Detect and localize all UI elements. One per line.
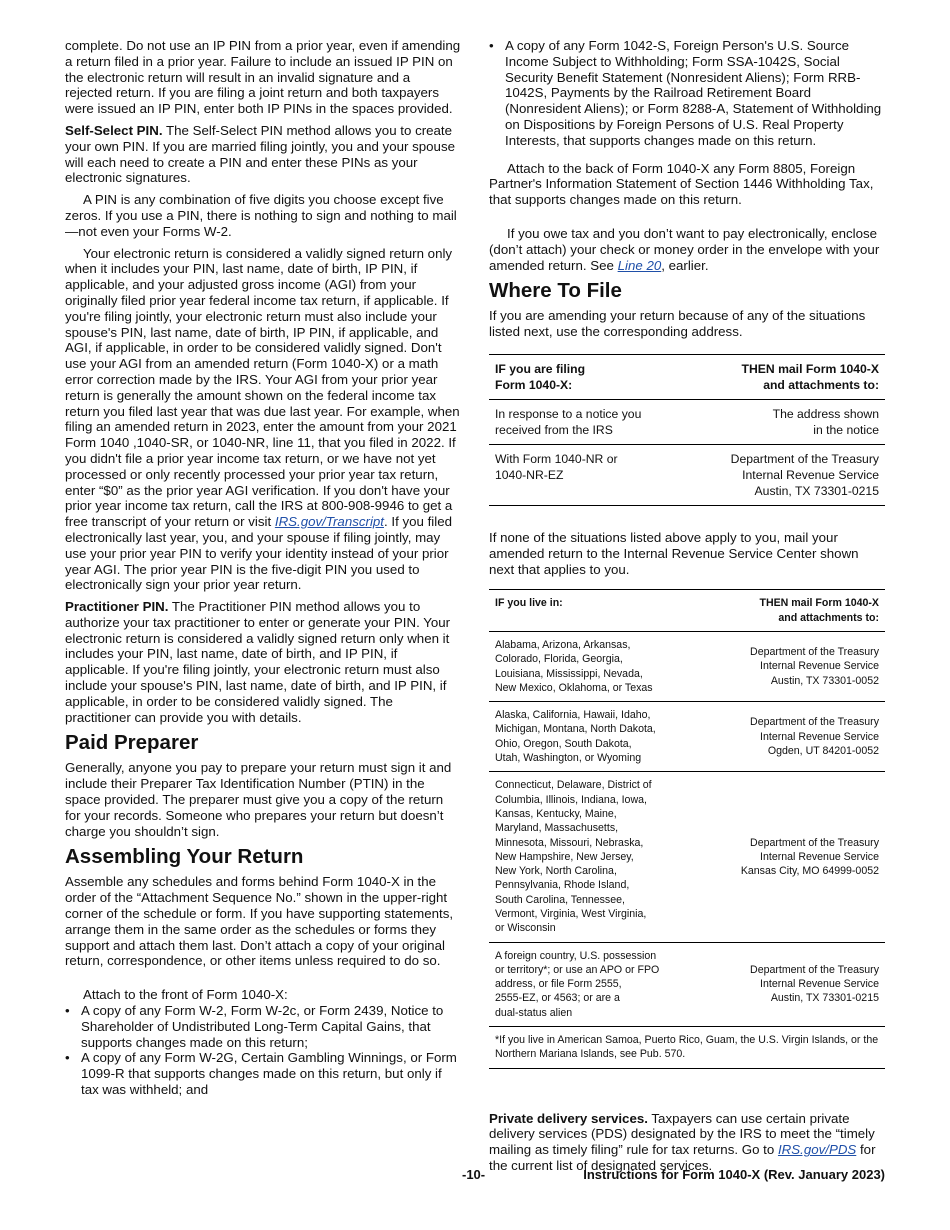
where-to-file-heading: Where To File [489,279,622,303]
practitioner-pin-paragraph [65,599,461,725]
table-row [489,399,885,444]
cell-line: Minnesota, Missouri, Nebraska, [495,836,644,849]
filing-situation-table [489,354,885,506]
cell-line: Ohio, Oregon, South Dakota, [495,737,632,750]
document-title: Instructions for Form 1040-X (Rev. January 2023) [583,1167,885,1182]
states-cell [489,942,702,1026]
cell-line: New York, North Carolina, [495,865,617,878]
header-if-cell: IF you live in: [489,590,702,632]
cell-line: South Carolina, Tennessee, [495,893,625,906]
situation-cell [489,399,686,444]
cell-line: Department of the Treasury [730,451,879,466]
bullet-1042s-text: A copy of any Form 1042-S, Foreign Person's U.S. Source Income Subject to Withholding; Form SSA-1042S, Social Security Benefit Statement (Nonresident Aliens); Form RRB-1042S, Payments by the Railroad Retirement Board (Nonresident Aliens); or Form 8288-A, Statement of Withholding on Dispositions by Foreign Persons of U.S. Real Property Interests, that supports changes made on this return. [505,38,882,148]
header-then-line: THEN mail Form 1040-X [759,597,879,610]
bullet-w2-text: A copy of any Form W-2, Form W-2c, or Form 2439, Notice to Shareholder of Undistributed Long-Term Capital Gains, that supports changes made on this return; [81,1003,444,1050]
cell-line: Internal Revenue Service [760,730,879,743]
cell-line: Internal Revenue Service [760,850,879,863]
paid-preparer-heading: Paid Preparer [65,731,199,755]
table-row [489,444,885,505]
cell-line: 1040-NR-EZ [495,467,564,482]
cell-line: In response to a notice you [495,406,642,421]
right-column [489,38,885,1180]
practitioner-pin-text: The Practitioner PIN method allows you to authorize your tax practitioner to enter or generate your PIN. Your electronic return is considered a validly signed return only when it includes your PIN, last name, date of birth, and IP PIN, if applicable. If you're filing jointly, your electronic return must also include your spouse's PIN, last name, date of birth, and IP PIN, if applicable, in order to be considered validly signed. The practitioner can provide you with details. [65,599,451,725]
valid-signature-text-b: . If you filed electronically last year, you, and your spouse if filing jointly, may use your prior year PIN to verify your identity instead of your prior year AGI. The prior year PIN is the five-digit PIN you used to electronically sign your prior year return. [65,514,452,593]
situation-cell [489,444,686,505]
self-select-pin-paragraph [65,123,461,186]
cell-line: Michigan, Montana, North Dakota, [495,723,656,736]
table-row [489,942,885,1026]
bullet-dot: • [489,38,494,53]
cell-line: or territory*; or use an APO or FPO [495,963,660,976]
private-delivery-paragraph [489,1111,885,1174]
cell-line: Internal Revenue Service [760,660,879,673]
territory-footnote: *If you live in American Samoa, Puerto Rico, Guam, the U.S. Virgin Islands, or the Northern Mariana Islands, see Pub. 570. [489,1027,885,1069]
states-cell [489,702,702,772]
cell-line: Internal Revenue Service [760,978,879,991]
residence-table [489,589,885,1068]
states-cell [489,631,702,701]
private-delivery-lead: Private delivery services. [489,1110,648,1126]
bullet-dot: • [65,1050,70,1066]
address-cell [686,399,885,444]
header-then-cell [702,590,885,632]
none-apply-paragraph: If none of the situations listed above apply to you, mail your amended return to the Internal Revenue Service Center shown next that applies to you. [489,529,859,577]
cell-line: With Form 1040-NR or [495,451,618,466]
valid-signature-paragraph [65,246,461,594]
attach-back-paragraph: Attach to the back of Form 1040-X any Form 8805, Foreign Partner's Information Statement of Section 1446 Withholding Tax, that supports changes made on this return. [489,160,874,208]
header-then-line: and attachments to: [763,377,879,392]
cell-line: Louisiana, Mississippi, Nevada, [495,667,643,680]
header-then-line: and attachments to: [778,611,879,624]
header-then-line: THEN mail Form 1040-X [741,361,879,376]
cell-line: 2555-EZ, or 4563; or are a [495,992,620,1005]
cell-line: Colorado, Florida, Georgia, [495,653,623,666]
irs-pds-link[interactable]: IRS.gov/PDS [777,1142,857,1158]
cell-line: Kansas City, MO 64999-0052 [740,865,879,878]
owe-tax-text-a: If you owe tax and you don’t want to pay electronically, enclose (don’t attach) your check or money order in the envelope with your amended return. See [489,225,880,273]
private-delivery-text-a: Taxpayers can use certain private delivery services (PDS) designated by the IRS to meet the “timely mailing as timely filing” rule for tax returns. Go to [489,1110,875,1158]
table-header-row [489,354,885,399]
cell-line: Utah, Washington, or Wyoming [495,752,642,765]
cell-line: Austin, TX 73301-0215 [770,992,879,1005]
cell-line: Department of the Treasury [750,836,879,849]
cell-line: Ogden, UT 84201-0052 [767,744,879,757]
where-to-file-intro: If you are amending your return because of any of the situations listed next, use the corresponding address. [489,308,866,340]
self-select-pin-lead: Self-Select PIN. [65,122,163,138]
cell-line: New Mexico, Oklahoma, or Texas [495,681,653,694]
address-cell [702,631,885,701]
states-cell [489,772,702,942]
address-cell [686,444,885,505]
paid-preparer-paragraph: Generally, anyone you pay to prepare your return must sign it and include their Preparer Tax Identification Number (PTIN) in the space provided. The preparer must give you a copy of the return for your records. Someone who prepares your return but doesn’t charge you shouldn’t sign. [65,760,452,839]
bullet-w2 [65,1003,461,1050]
table-row [489,631,885,701]
cell-line: Department of the Treasury [750,716,879,729]
self-select-pin-text: The Self-Select PIN method allows you to create your own PIN. If you are married filing jointly, you and your spouse will each need to create a PIN and enter these PINs as your electronic signatures. [65,122,455,186]
header-if-cell [489,354,686,399]
line-20-link[interactable]: Line 20 [617,257,662,273]
footnote-row [489,1027,885,1069]
owe-tax-paragraph [489,226,885,273]
cell-line: Department of the Treasury [750,963,879,976]
cell-line: New Hampshire, New Jersey, [495,850,634,863]
ip-pin-paragraph: complete. Do not use an IP PIN from a prior year, even if amending a return filed in a prior year. Failure to include an issued IP PIN on the electronic return will result in an invalid signature and a rejected return. If you are filing a joint return and both taxpayers were issued an IP PIN, enter both IP PINs in the spaces provided. [65,38,461,117]
cell-line: Austin, TX 73301-0215 [754,483,879,498]
bullet-w2g [65,1050,461,1097]
owe-tax-text-b: , earlier. [661,257,709,273]
cell-line: or Wisconsin [495,922,556,935]
table-row [489,772,885,942]
cell-line: Columbia, Illinois, Indiana, Iowa, [495,793,647,806]
address-cell [702,702,885,772]
private-delivery-text-b: for the current list of designated services. [489,1142,876,1174]
assembling-paragraph: Assemble any schedules and forms behind Form 1040-X in the order of the “Attachment Sequence No.” shown in the upper-right corner of the schedule or form. If you have supporting statements, arrange them in the same order as the schedules or forms they support and attach them last. Don’t attach a copy of your original return, correspondence, or other items unless required to do so. [65,874,454,969]
cell-line: Department of the Treasury [750,646,879,659]
table-header-row [489,590,885,632]
cell-line: A foreign country, U.S. possession [495,949,657,962]
cell-line: in the notice [813,422,879,437]
cell-line: Pennsylvania, Rhode Island, [495,879,630,892]
cell-line: Maryland, Massachusetts, [495,822,619,835]
page-number: -10- [462,1167,486,1182]
left-column [65,38,461,1098]
cell-line: Alaska, California, Hawaii, Idaho, [495,709,651,722]
assembling-heading: Assembling Your Return [65,845,304,869]
bullet-w2g-text: A copy of any Form W-2G, Certain Gambling Winnings, or Form 1099-R that supports changes made on this return, but only if tax was withheld; and [81,1050,457,1098]
irs-transcript-link[interactable]: IRS.gov/Transcript [274,514,384,530]
pin-combination-paragraph: A PIN is any combination of five digits you choose except five zeros. If you use a PIN, there is nothing to sign and nothing to mail—not even your Forms W-2. [65,192,457,239]
address-cell [702,772,885,942]
address-cell [702,942,885,1026]
valid-signature-text-a: Your electronic return is considered a validly signed return only when it includes your PIN, last name, date of birth, IP PIN, if applicable, and your adjusted gross income (AGI) from your originally filed prior year federal income tax return, if applicable. If you're filing jointly, your electronic return must also include your spouse's PIN, last name, date of birth, IP PIN, if applicable, and AGI, if applicable, in order to be considered validly signed. Don't use your AGI from an amended return (Form 1040-X) or a math error correction made by the IRS. Your AGI from your prior year return is generally the amount shown on the federal income tax return you filed last year that was due last year. For example, when filing an amended return in 2023, enter the amount from your 2021 Form 1040 ,1040-SR, or 1040-NR, line 11, that you filed in 2022. If you didn't file a prior year income tax return, or we have not yet processed or only recently processed your prior year tax return, enter “$0” as the prior year AGI verification. If you don't have your prior year income tax return, call the IRS at 800-908-9946 to get a free transcript of your return or visit [65,245,460,530]
cell-line: Alabama, Arizona, Arkansas, [495,638,631,651]
cell-line: address, or file Form 2555, [495,978,622,991]
cell-line: Internal Revenue Service [742,467,879,482]
cell-line: Connecticut, Delaware, District of [495,779,652,792]
cell-line: The address shown [772,406,879,421]
practitioner-pin-lead: Practitioner PIN. [65,599,169,615]
bullet-1042s [489,38,885,149]
cell-line: Austin, TX 73301-0052 [770,674,879,687]
header-then-cell [686,354,885,399]
attach-front-line: Attach to the front of Form 1040-X: [83,987,288,1003]
cell-line: received from the IRS [495,422,613,437]
table-row [489,702,885,772]
cell-line: Kansas, Kentucky, Maine, [495,807,617,820]
bullet-dot: • [65,1003,70,1019]
cell-line: Vermont, Virginia, West Virginia, [495,907,647,920]
header-if-line: IF you are filing [495,361,586,376]
cell-line: dual-status alien [495,1006,573,1019]
header-if-line: Form 1040-X: [495,377,573,392]
